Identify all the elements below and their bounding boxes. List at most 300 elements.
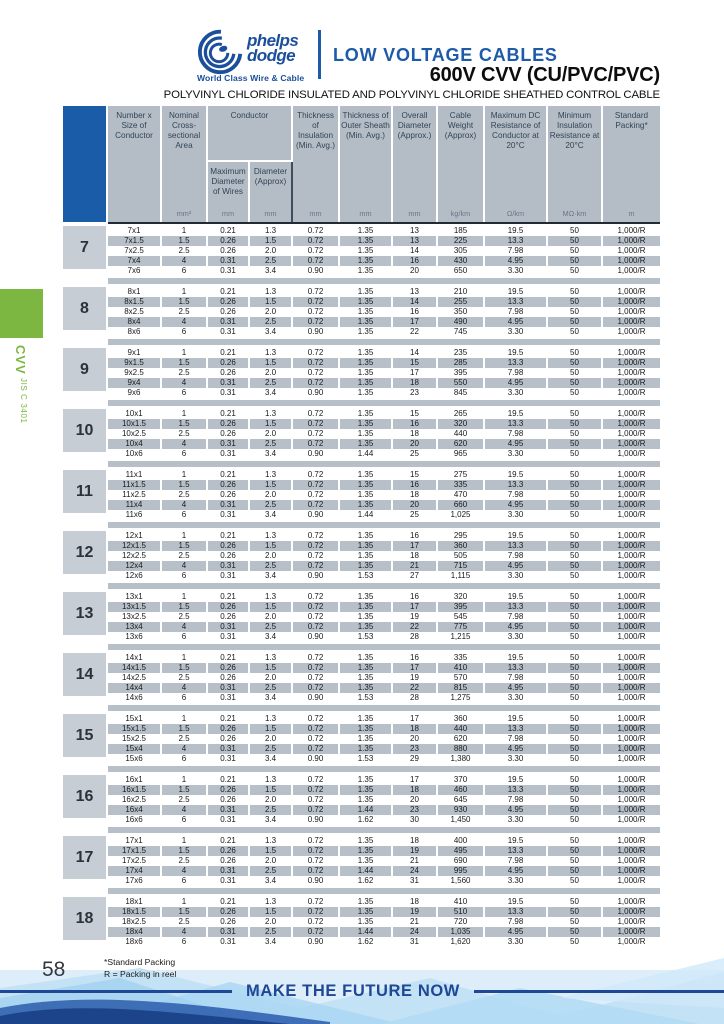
table-cell: 50 bbox=[548, 785, 601, 795]
table-cell: 1.5 bbox=[250, 541, 291, 551]
table-cell: 1 bbox=[181, 897, 187, 906]
table-cell: 1.35 bbox=[340, 907, 391, 917]
table-cell: 13x6 bbox=[125, 632, 143, 641]
table-cell: 2.0 bbox=[264, 612, 277, 621]
table-cell: 4.95 bbox=[485, 805, 546, 815]
table-cell: 1.35 bbox=[357, 917, 374, 926]
table-cell: 14x2.5 bbox=[121, 673, 147, 682]
table-cell: 1,000/R bbox=[617, 653, 646, 662]
table-cell: 3.30 bbox=[507, 327, 524, 336]
table-cell: 1.35 bbox=[340, 378, 391, 388]
table-cell: 0.72 bbox=[307, 531, 324, 540]
table-cell: 6 bbox=[181, 693, 187, 702]
table-cell: 1.35 bbox=[357, 775, 374, 784]
table-cell: 1,000/R bbox=[617, 815, 646, 824]
table-cell: 11x1.5 bbox=[108, 480, 160, 490]
column-label: Overall Diameter (Approx.) bbox=[397, 111, 432, 140]
table-cell: 17 bbox=[393, 602, 436, 612]
table-cell: 18x6 bbox=[125, 937, 143, 946]
table-cell: 3.30 bbox=[507, 571, 524, 580]
table-cell: 50 bbox=[570, 876, 579, 885]
table-cell: 360 bbox=[453, 714, 468, 723]
column-header-overall-diameter bbox=[393, 106, 436, 222]
table-cell: 0.72 bbox=[293, 358, 338, 368]
table-cell: 1,000/R bbox=[617, 714, 646, 723]
table-cell: 8x1.5 bbox=[108, 297, 160, 307]
table-cell: 1.35 bbox=[357, 307, 374, 316]
table-cell: 50 bbox=[548, 907, 601, 917]
table-cell: 0.72 bbox=[293, 805, 338, 815]
table-cell: 1.3 bbox=[264, 348, 277, 357]
table-group bbox=[63, 775, 660, 825]
table-cell: 2.5 bbox=[178, 490, 190, 499]
table-cell: 19.5 bbox=[507, 836, 524, 845]
table-cell: 1.3 bbox=[264, 592, 277, 601]
column-unit: mm bbox=[309, 209, 322, 219]
table-cell: 19.5 bbox=[507, 409, 524, 418]
group-size-label: 9 bbox=[63, 348, 106, 398]
table-cell: 19.5 bbox=[507, 226, 524, 235]
table-cell: 15x1.5 bbox=[108, 724, 160, 734]
table-cell: 2.5 bbox=[178, 551, 190, 560]
table-cell: 4 bbox=[162, 256, 206, 266]
table-cell: 1.44 bbox=[340, 927, 391, 937]
table-cell: 13.3 bbox=[485, 846, 546, 856]
table-cell: 0.31 bbox=[208, 378, 248, 388]
table-cell: 815 bbox=[438, 683, 483, 693]
table-cell: 1 bbox=[181, 592, 187, 601]
table-cell: 50 bbox=[570, 571, 579, 580]
table-cell: 50 bbox=[548, 419, 601, 429]
table-cell: 7.98 bbox=[507, 490, 524, 499]
table-cell: 1.5 bbox=[162, 419, 206, 429]
table-cell: 1.35 bbox=[340, 724, 391, 734]
table-cell: 1.35 bbox=[357, 490, 374, 499]
table-cell: 0.31 bbox=[208, 805, 248, 815]
table-cell: 0.72 bbox=[307, 409, 324, 418]
table-cell: 10x4 bbox=[108, 439, 160, 449]
table-cell: 0.26 bbox=[208, 480, 248, 490]
table-cell: 1.5 bbox=[162, 358, 206, 368]
table-cell: 0.90 bbox=[307, 266, 324, 275]
column-unit: mm² bbox=[176, 209, 192, 219]
table-cell: 0.26 bbox=[208, 907, 248, 917]
table-cell: 1,380 bbox=[450, 754, 471, 763]
table-cell: 1.3 bbox=[264, 653, 277, 662]
table-cell: 20 bbox=[393, 500, 436, 510]
table-cell: 495 bbox=[438, 846, 483, 856]
table-cell: 50 bbox=[570, 246, 579, 255]
table-cell: 400 bbox=[453, 836, 468, 845]
table-cell: 0.90 bbox=[307, 632, 324, 641]
packing-note bbox=[104, 956, 176, 980]
table-cell: 350 bbox=[453, 307, 468, 316]
table-cell: 1.35 bbox=[357, 368, 374, 377]
table-cell: 4.95 bbox=[485, 317, 546, 327]
table-group bbox=[63, 836, 660, 886]
phelps-dodge-logo-icon bbox=[197, 29, 243, 75]
table-cell: 2.5 bbox=[178, 307, 190, 316]
table-cell: 965 bbox=[453, 449, 468, 458]
table-cell: 0.72 bbox=[293, 785, 338, 795]
table-cell: 0.90 bbox=[307, 449, 324, 458]
table-cell: 1,000/R bbox=[617, 327, 646, 336]
table-cell: 1.53 bbox=[357, 693, 374, 702]
sidebar-tab bbox=[13, 345, 28, 423]
table-cell: 6 bbox=[181, 449, 187, 458]
table-cell: 1,000/R bbox=[603, 500, 660, 510]
table-cell: 12x1.5 bbox=[108, 541, 160, 551]
table-cell: 16x1.5 bbox=[108, 785, 160, 795]
table-cell: 3.30 bbox=[507, 632, 524, 641]
table-cell: 0.26 bbox=[220, 856, 236, 865]
slogan-rule-right bbox=[474, 990, 724, 993]
table-cell: 0.90 bbox=[307, 388, 324, 397]
table-groups bbox=[63, 226, 660, 947]
table-cell: 1.35 bbox=[357, 612, 374, 621]
table-cell: 0.72 bbox=[307, 612, 324, 621]
table-cell: 1 bbox=[181, 714, 187, 723]
table-cell: 50 bbox=[548, 541, 601, 551]
table-cell: 0.26 bbox=[220, 490, 236, 499]
table-cell: 1.3 bbox=[264, 531, 277, 540]
table-cell: 1,000/R bbox=[603, 927, 660, 937]
table-cell: 1.5 bbox=[250, 907, 291, 917]
table-cell: 1.35 bbox=[357, 327, 374, 336]
table-cell: 15 bbox=[410, 470, 419, 479]
table-cell: 4.95 bbox=[485, 622, 546, 632]
table-cell: 1,000/R bbox=[617, 531, 646, 540]
table-cell: 13.3 bbox=[485, 785, 546, 795]
column-label: Thickness of Insulation (Min. Avg.) bbox=[296, 111, 335, 150]
table-cell: 7.98 bbox=[507, 673, 524, 682]
table-cell: 2.0 bbox=[264, 551, 277, 560]
table-cell: 1,000/R bbox=[603, 846, 660, 856]
table-cell: 13x4 bbox=[108, 622, 160, 632]
table-cell: 0.90 bbox=[307, 327, 324, 336]
table-cell: 1.62 bbox=[357, 876, 374, 885]
table-cell: 0.72 bbox=[293, 622, 338, 632]
table-cell: 1.3 bbox=[264, 287, 277, 296]
group-separator bbox=[108, 461, 660, 467]
table-cell: 1,000/R bbox=[617, 612, 646, 621]
table-cell: 0.72 bbox=[307, 795, 324, 804]
table-cell: 4.95 bbox=[485, 439, 546, 449]
table-cell: 18 bbox=[393, 724, 436, 734]
table-cell: 11x4 bbox=[108, 500, 160, 510]
table-cell: 1.5 bbox=[162, 663, 206, 673]
category-title: LOW VOLTAGE CABLES bbox=[333, 45, 558, 65]
table-cell: 4 bbox=[162, 317, 206, 327]
table-cell: 15x1 bbox=[125, 714, 143, 723]
table-cell: 4 bbox=[162, 561, 206, 571]
table-cell: 1.35 bbox=[340, 439, 391, 449]
table-cell: 0.21 bbox=[220, 226, 236, 235]
table-cell: 0.31 bbox=[208, 561, 248, 571]
table-cell: 2.5 bbox=[250, 866, 291, 876]
table-cell: 0.26 bbox=[220, 307, 236, 316]
table-cell: 3.30 bbox=[507, 937, 524, 946]
table-cell: 16 bbox=[393, 419, 436, 429]
table-cell: 16x2.5 bbox=[121, 795, 147, 804]
table-cell: 50 bbox=[548, 236, 601, 246]
table-cell: 9x1 bbox=[127, 348, 141, 357]
table-cell: 2.0 bbox=[264, 734, 277, 743]
table-cell: 1.35 bbox=[357, 531, 374, 540]
table-cell: 255 bbox=[438, 297, 483, 307]
table-cell: 7x2.5 bbox=[124, 246, 144, 255]
table-cell: 0.72 bbox=[293, 602, 338, 612]
table-cell: 4.95 bbox=[485, 927, 546, 937]
column-label: Cable Weight (Approx) bbox=[444, 111, 477, 140]
table-cell: 0.72 bbox=[293, 846, 338, 856]
table-cell: 1 bbox=[181, 470, 187, 479]
table-cell: 0.26 bbox=[220, 734, 236, 743]
table-cell: 0.26 bbox=[220, 368, 236, 377]
table-cell: 295 bbox=[453, 531, 468, 540]
table-cell: 17 bbox=[410, 368, 419, 377]
table-cell: 4 bbox=[162, 805, 206, 815]
table-cell: 1.5 bbox=[250, 297, 291, 307]
table-cell: 50 bbox=[548, 256, 601, 266]
table-cell: 1,000/R bbox=[603, 358, 660, 368]
column-label: Thickness of Outer Sheath (Min. Avg.) bbox=[341, 111, 390, 140]
table-cell: 1,000/R bbox=[617, 246, 646, 255]
slogan-row bbox=[0, 982, 724, 1001]
table-cell: 2.5 bbox=[178, 612, 190, 621]
table-cell: 0.72 bbox=[307, 897, 324, 906]
table-cell: 27 bbox=[410, 571, 419, 580]
table-cell: 1.5 bbox=[250, 785, 291, 795]
table-cell: 4 bbox=[162, 622, 206, 632]
table-cell: 2.5 bbox=[250, 927, 291, 937]
table-cell: 3.4 bbox=[264, 815, 277, 824]
table-cell: 1.35 bbox=[357, 856, 374, 865]
table-cell: 335 bbox=[453, 653, 468, 662]
table-cell: 1.35 bbox=[357, 673, 374, 682]
table-cell: 0.26 bbox=[208, 724, 248, 734]
table-cell: 1.35 bbox=[340, 236, 391, 246]
table-cell: 10x6 bbox=[125, 449, 143, 458]
table-cell: 550 bbox=[438, 378, 483, 388]
table-cell: 23 bbox=[393, 805, 436, 815]
table-cell: 1,000/R bbox=[617, 368, 646, 377]
table-cell: 1.35 bbox=[357, 287, 374, 296]
table-group bbox=[63, 714, 660, 764]
table-cell: 265 bbox=[453, 409, 468, 418]
group-size-label: 15 bbox=[63, 714, 106, 764]
table-cell: 0.72 bbox=[293, 419, 338, 429]
table-cell: 1.3 bbox=[264, 409, 277, 418]
table-cell: 1.5 bbox=[162, 602, 206, 612]
table-cell: 2.5 bbox=[250, 500, 291, 510]
table-cell: 14 bbox=[410, 348, 419, 357]
table-cell: 570 bbox=[453, 673, 468, 682]
table-cell: 50 bbox=[570, 388, 579, 397]
table-cell: 0.72 bbox=[307, 775, 324, 784]
conductor-column-divider bbox=[291, 162, 293, 224]
column-unit: kg/km bbox=[450, 209, 471, 219]
column-header-conductor-diameter bbox=[250, 162, 291, 222]
table-cell: 0.31 bbox=[220, 754, 236, 763]
group-separator bbox=[108, 339, 660, 345]
table-cell: 6 bbox=[181, 815, 187, 824]
table-cell: 0.72 bbox=[293, 236, 338, 246]
group-size-label: 8 bbox=[63, 287, 106, 337]
table-cell: 29 bbox=[410, 754, 419, 763]
table-cell: 0.26 bbox=[220, 246, 236, 255]
table-cell: 0.72 bbox=[293, 378, 338, 388]
table-cell: 285 bbox=[438, 358, 483, 368]
table-cell: 1,000/R bbox=[617, 836, 646, 845]
table-cell: 8x2.5 bbox=[124, 307, 144, 316]
table-cell: 1.3 bbox=[264, 775, 277, 784]
table-cell: 18 bbox=[410, 897, 419, 906]
table-cell: 0.90 bbox=[307, 693, 324, 702]
table-cell: 1,000/R bbox=[617, 287, 646, 296]
table-cell: 0.72 bbox=[293, 866, 338, 876]
column-label: Standard Packing* bbox=[614, 111, 649, 130]
table-cell: 1.35 bbox=[340, 358, 391, 368]
table-group bbox=[63, 653, 660, 703]
table-corner-cell bbox=[63, 106, 106, 222]
table-cell: 3.4 bbox=[264, 754, 277, 763]
table-cell: 0.26 bbox=[220, 429, 236, 438]
table-cell: 7.98 bbox=[507, 917, 524, 926]
table-cell: 50 bbox=[548, 480, 601, 490]
table-cell: 3.30 bbox=[507, 266, 524, 275]
table-cell: 0.90 bbox=[307, 937, 324, 946]
header-divider bbox=[318, 30, 321, 79]
table-cell: 3.30 bbox=[507, 388, 524, 397]
table-cell: 0.72 bbox=[293, 683, 338, 693]
table-cell: 50 bbox=[570, 510, 579, 519]
table-cell: 1,000/R bbox=[617, 388, 646, 397]
table-cell: 1.5 bbox=[162, 724, 206, 734]
table-cell: 1,000/R bbox=[617, 429, 646, 438]
group-size-label: 16 bbox=[63, 775, 106, 825]
table-cell: 23 bbox=[393, 744, 436, 754]
table-cell: 305 bbox=[453, 246, 468, 255]
table-cell: 50 bbox=[570, 653, 579, 662]
column-label: Nominal Cross-sectional Area bbox=[167, 111, 201, 150]
table-cell: 19.5 bbox=[507, 287, 524, 296]
table-cell: 50 bbox=[570, 592, 579, 601]
table-cell: 14x1.5 bbox=[108, 663, 160, 673]
table-cell: 1 bbox=[181, 287, 187, 296]
table-cell: 2.5 bbox=[178, 734, 190, 743]
table-cell: 1.35 bbox=[357, 226, 374, 235]
table-cell: 17 bbox=[393, 541, 436, 551]
table-cell: 1,000/R bbox=[617, 734, 646, 743]
table-cell: 18 bbox=[410, 551, 419, 560]
table-cell: 0.21 bbox=[220, 592, 236, 601]
column-unit: MΩ·km bbox=[562, 209, 587, 219]
table-cell: 50 bbox=[548, 500, 601, 510]
table-cell: 1.5 bbox=[162, 785, 206, 795]
table-cell: 1.5 bbox=[162, 236, 206, 246]
table-cell: 1 bbox=[181, 409, 187, 418]
table-cell: 0.72 bbox=[293, 439, 338, 449]
table-cell: 1.62 bbox=[357, 815, 374, 824]
table-cell: 1.35 bbox=[357, 348, 374, 357]
table-cell: 2.0 bbox=[264, 368, 277, 377]
table-cell: 1.35 bbox=[340, 419, 391, 429]
table-cell: 13.3 bbox=[485, 480, 546, 490]
table-cell: 1.5 bbox=[250, 663, 291, 673]
table-cell: 9x6 bbox=[127, 388, 141, 397]
table-cell: 2.5 bbox=[250, 805, 291, 815]
column-header-max-wire-diameter bbox=[208, 162, 248, 222]
table-cell: 16 bbox=[410, 531, 419, 540]
table-cell: 1,000/R bbox=[617, 775, 646, 784]
table-cell: 15x2.5 bbox=[121, 734, 147, 743]
table-cell: 50 bbox=[548, 805, 601, 815]
table-cell: 7.98 bbox=[507, 551, 524, 560]
table-cell: 23 bbox=[410, 388, 419, 397]
table-header bbox=[63, 106, 660, 222]
table-cell: 4.95 bbox=[485, 500, 546, 510]
table-cell: 1.35 bbox=[340, 744, 391, 754]
table-cell: 0.72 bbox=[307, 734, 324, 743]
table-cell: 50 bbox=[570, 856, 579, 865]
table-cell: 1,000/R bbox=[603, 663, 660, 673]
table-cell: 13x1 bbox=[125, 592, 143, 601]
table-cell: 1,000/R bbox=[603, 622, 660, 632]
table-cell: 2.5 bbox=[178, 246, 190, 255]
table-cell: 0.72 bbox=[293, 663, 338, 673]
table-cell: 13.3 bbox=[485, 419, 546, 429]
table-cell: 0.26 bbox=[220, 551, 236, 560]
table-cell: 1,450 bbox=[450, 815, 471, 824]
table-cell: 1 bbox=[181, 836, 187, 845]
table-cell: 6 bbox=[181, 571, 187, 580]
table-cell: 19 bbox=[410, 612, 419, 621]
table-cell: 13.3 bbox=[485, 602, 546, 612]
column-label: Minimum Insulation Resistance at 20°C bbox=[549, 111, 600, 150]
table-cell: 14 bbox=[393, 297, 436, 307]
table-cell: 7.98 bbox=[507, 734, 524, 743]
table-cell: 3.4 bbox=[264, 632, 277, 641]
group-separator bbox=[108, 705, 660, 711]
table-cell: 50 bbox=[548, 622, 601, 632]
table-cell: 1,000/R bbox=[617, 551, 646, 560]
table-cell: 21 bbox=[410, 917, 419, 926]
table-cell: 620 bbox=[453, 734, 468, 743]
table-cell: 0.26 bbox=[220, 917, 236, 926]
table-cell: 1.35 bbox=[357, 409, 374, 418]
column-unit: m bbox=[628, 209, 635, 219]
table-cell: 50 bbox=[548, 866, 601, 876]
table-cell: 1.35 bbox=[357, 551, 374, 560]
table-cell: 13.3 bbox=[485, 724, 546, 734]
table-cell: 0.21 bbox=[220, 775, 236, 784]
table-cell: 3.4 bbox=[264, 266, 277, 275]
table-cell: 3.30 bbox=[507, 693, 524, 702]
table-cell: 0.21 bbox=[220, 287, 236, 296]
table-cell: 1,000/R bbox=[603, 541, 660, 551]
table-cell: 0.31 bbox=[208, 927, 248, 937]
group-separator bbox=[108, 583, 660, 589]
table-cell: 50 bbox=[570, 266, 579, 275]
table-cell: 4 bbox=[162, 500, 206, 510]
table-cell: 1.5 bbox=[250, 846, 291, 856]
table-cell: 1.44 bbox=[340, 866, 391, 876]
table-cell: 1,000/R bbox=[617, 673, 646, 682]
table-cell: 18 bbox=[393, 378, 436, 388]
table-cell: 0.21 bbox=[220, 897, 236, 906]
table-cell: 0.72 bbox=[307, 307, 324, 316]
